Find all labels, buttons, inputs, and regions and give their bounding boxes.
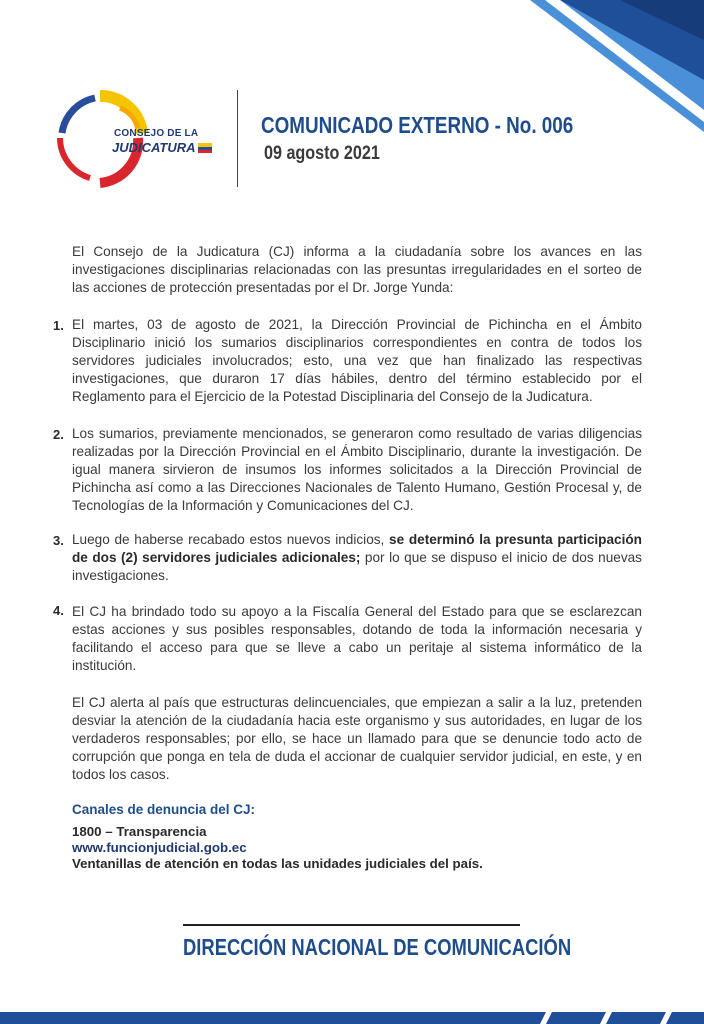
item-text-1: El martes, 03 de agosto de 2021, la Dirección Provincial de Pichincha en el Ámbito Disciplinario inició los sumarios disciplinarios correspondientes en contra de todos los servidores judiciales involucrados; esto, una vez que han finalizado las respectivas investigaciones, que duraron 17 días hábiles, dentro del término establecido por el Reglamento para el Ejercicio de la Potestad Disciplinaria del Consejo de la Judicatura. xyxy=(72,317,642,404)
item-number-2: 2. xyxy=(53,427,64,442)
document-title: COMUNICADO EXTERNO - No. 006 xyxy=(261,112,574,138)
item-number-4: 4. xyxy=(53,603,64,618)
closing-paragraph: El CJ alerta al país que estructuras delincuenciales, que empiezan a salir a la luz, pretenden desviar la atención de la ciudadanía hacia este organismo y sus autoridades, en lugar de los verdaderos responsables; por ello, se hace un llamado para que se denuncie todo acto de corrupción que ponga en tela de duda el accionar de cualquier servidor judicial, en este, y en todos los casos. xyxy=(72,695,642,782)
item-text-4: El CJ ha brindado todo su apoyo a la Fiscalía General del Estado para que se esclarezcan estas acciones y sus posibles responsables, dotando de toda la información necesaria y facilitando el acceso para que se lleve a cabo un peritaje al sistema informático de la institución. xyxy=(72,604,642,673)
canales-website-link[interactable]: www.funcionjudicial.gob.ec xyxy=(72,840,247,855)
logo-text-line2: JUDICATURA xyxy=(112,140,196,155)
item-3-text-bold: se determinó la presunta participación de dos (2) servidores judiciales adicionales; xyxy=(72,532,642,565)
item-number-3: 3. xyxy=(53,533,64,548)
canales-title: Canales de denuncia del CJ: xyxy=(72,802,256,817)
intro-paragraph: El Consejo de la Judicatura (CJ) informa a la ciudadanía sobre los avances en las investigaciones disciplinarias relacionadas con las presuntas irregularidades en el sorteo de las acciones de protección presentadas por el Dr. Jorge Yunda: xyxy=(72,244,642,295)
item-text-2: Los sumarios, previamente mencionados, se generaron como resultado de varias diligencias realizadas por la Dirección Provincial en el Ámbito Disciplinario, durante la investigación. De igual manera sirvieron de insumos los informes solicitados a la Dirección Provincial de Pichincha así como a las Direcciones Nacionales de Talento Humano, Gestión Procesal y, de Tecnologías de la Información y Comunicaciones del CJ. xyxy=(72,426,642,513)
bottom-bar-decoration xyxy=(0,1012,704,1024)
logo-text-line1: CONSEJO DE LA xyxy=(114,128,199,139)
item-text-3 xyxy=(72,531,642,585)
document-date: 09 agosto 2021 xyxy=(264,143,380,164)
item-3-text-after: por lo que se dispuso el inicio de dos nuevas investigaciones. xyxy=(72,549,642,583)
item-3-text-before: Luego de haberse recabado estos nuevos indicios, xyxy=(72,532,390,547)
footer-rule xyxy=(183,924,520,926)
canales-phone: 1800 – Transparencia xyxy=(72,824,207,839)
footer-title: DIRECCIÓN NACIONAL DE COMUNICACIÓN xyxy=(183,934,572,960)
canales-ventanillas: Ventanillas de atención en todas las unidades judiciales del país. xyxy=(72,856,483,871)
logo xyxy=(50,88,230,188)
header-divider xyxy=(237,90,238,187)
item-number-1: 1. xyxy=(53,318,64,333)
